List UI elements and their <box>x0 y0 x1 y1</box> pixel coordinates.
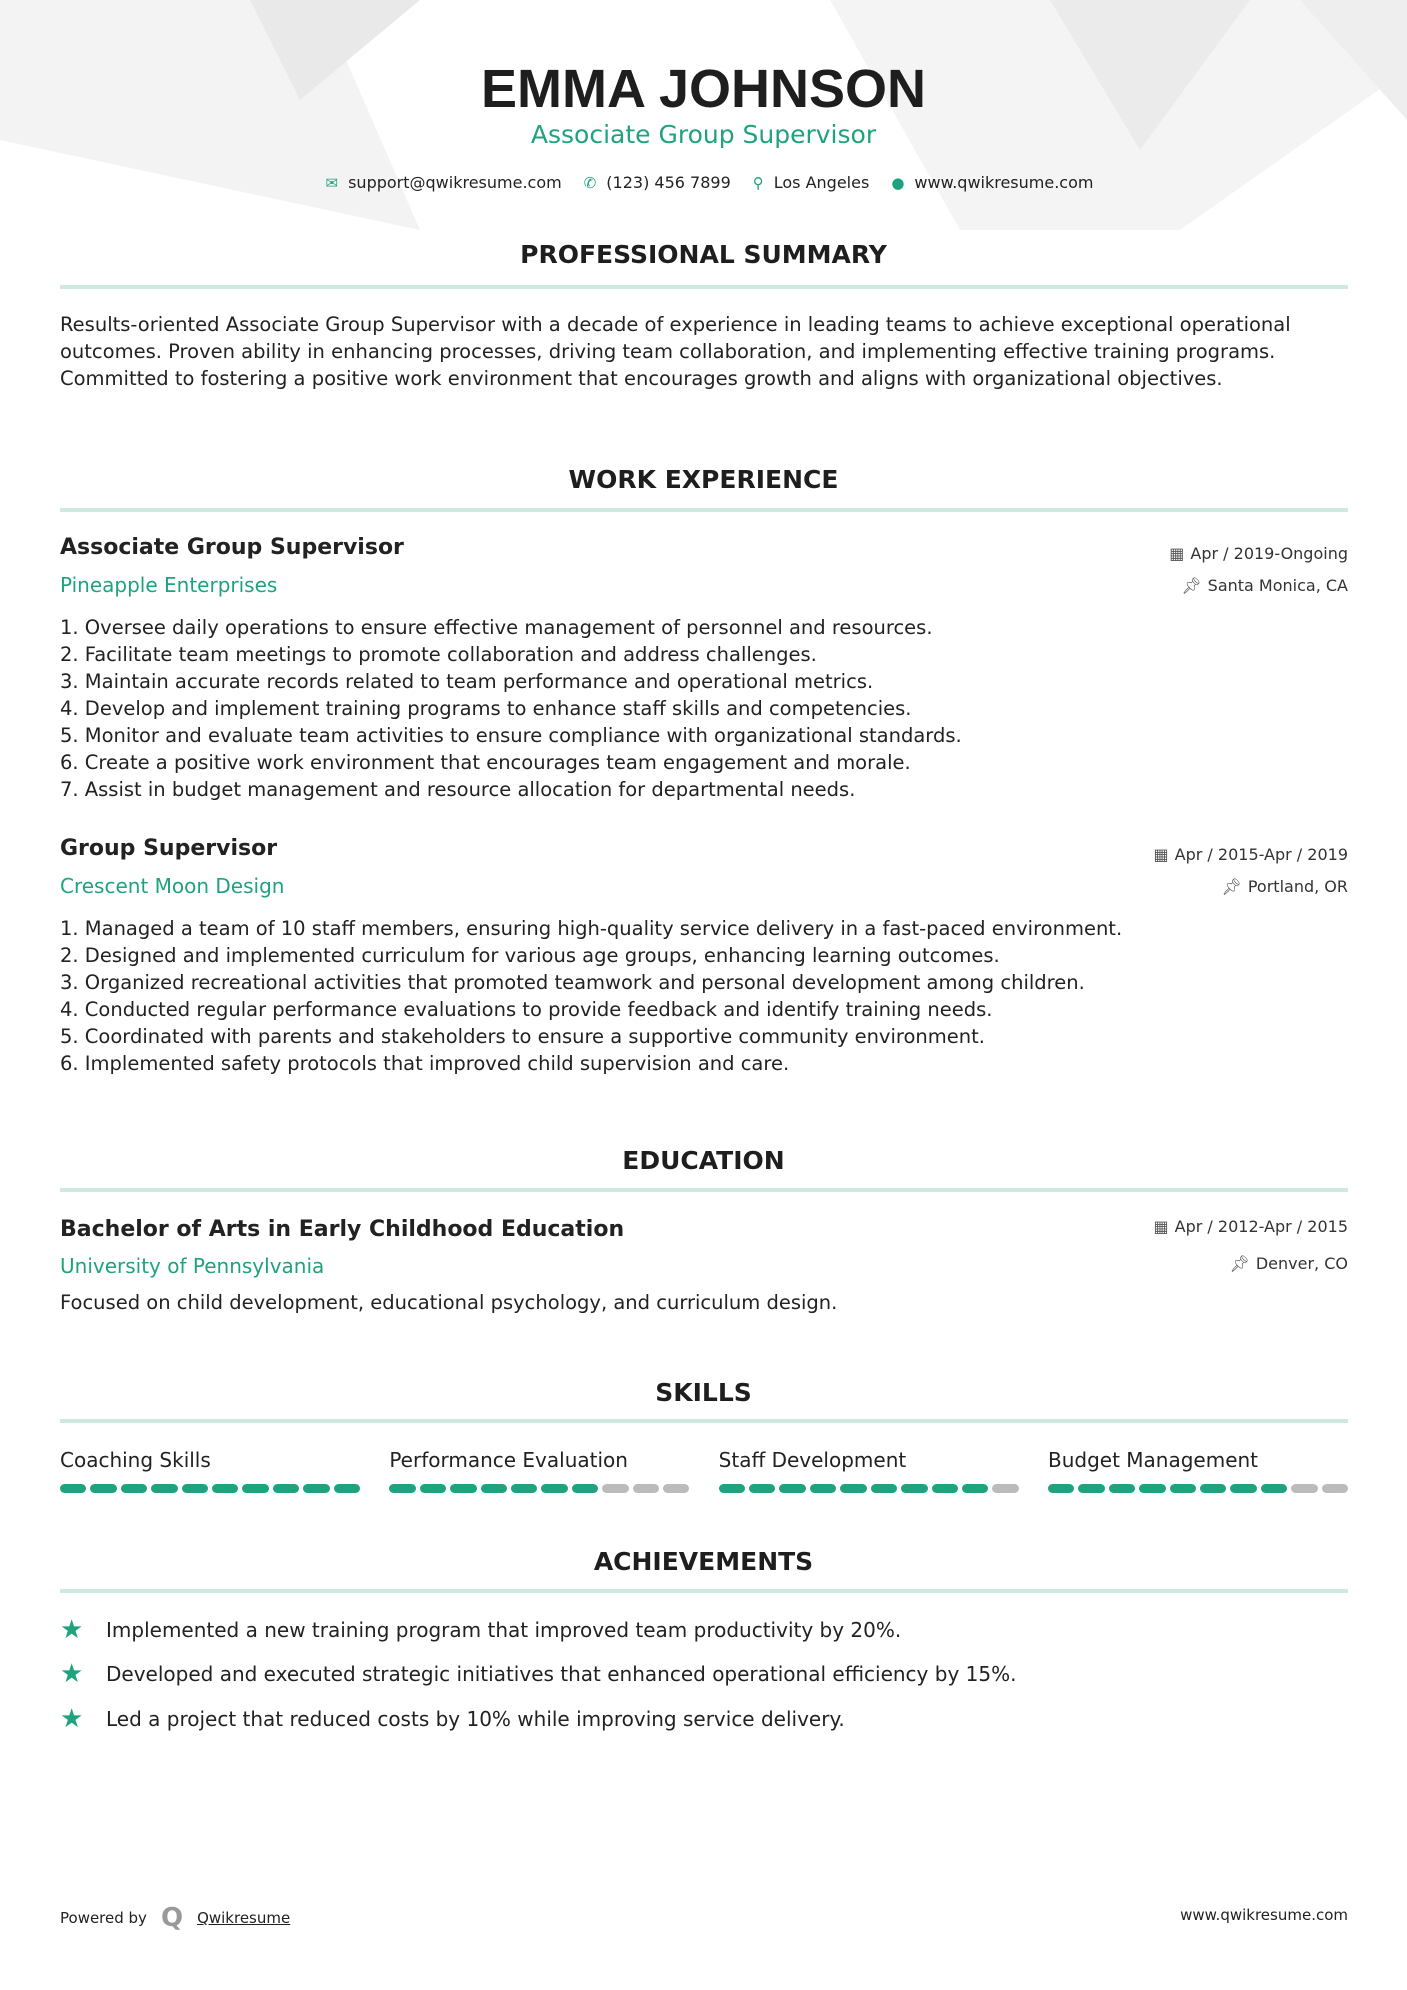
globe-icon: ● <box>891 173 905 192</box>
phone-icon: ✆ <box>583 173 597 192</box>
footer-website[interactable]: www.qwikresume.com <box>1180 1906 1348 1924</box>
divider <box>60 1589 1348 1593</box>
list-item: 6. Implemented safety protocols that improved child supervision and care. <box>60 1052 790 1075</box>
rating-segment <box>541 1484 567 1493</box>
contact-email[interactable]: support@qwikresume.com <box>348 173 562 192</box>
rating-segment <box>633 1484 659 1493</box>
calendar-icon: ▦ <box>1169 544 1185 563</box>
rating-segment <box>901 1484 927 1493</box>
list-item: 5. Coordinated with parents and stakeholders to ensure a supportive community environment. <box>60 1025 985 1048</box>
rating-segment <box>602 1484 628 1493</box>
rating-segment <box>212 1484 238 1493</box>
rating-segment <box>242 1484 268 1493</box>
education-heading: EDUCATION <box>622 1146 785 1175</box>
contact-bar <box>0 173 1407 192</box>
rating-segment <box>334 1484 360 1493</box>
rating-segment <box>962 1484 988 1493</box>
powered-by-text: Powered by <box>60 1909 147 1927</box>
rating-segment <box>749 1484 775 1493</box>
list-item: 6. Create a positive work environment that encourages team engagement and morale. <box>60 751 911 774</box>
rating-segment <box>121 1484 147 1493</box>
location-text: Santa Monica, CA <box>1207 576 1348 595</box>
school: University of Pennsylvania <box>60 1254 325 1278</box>
rating-segment <box>1109 1484 1135 1493</box>
calendar-icon: ▦ <box>1153 845 1169 864</box>
contact-website[interactable]: www.qwikresume.com <box>914 173 1094 192</box>
star-icon: ★ <box>60 1659 84 1689</box>
footer-powered <box>60 1903 290 1933</box>
rating-segment <box>151 1484 177 1493</box>
rating-segment <box>572 1484 598 1493</box>
skill-rating-bar <box>1048 1484 1348 1493</box>
rating-segment <box>932 1484 958 1493</box>
skill-rating-bar <box>60 1484 360 1493</box>
dates-text: Apr / 2019-Ongoing <box>1190 544 1348 563</box>
achievement-item <box>60 1617 901 1643</box>
skills-list <box>60 1448 1348 1493</box>
pin-icon: 📌︎ <box>1229 1254 1250 1273</box>
calendar-icon: ▦ <box>1153 1217 1169 1236</box>
divider <box>60 1188 1348 1192</box>
skill-item <box>1048 1448 1348 1493</box>
achievement-text: Led a project that reduced costs by 10% while improving service delivery. <box>106 1707 845 1731</box>
rating-segment <box>182 1484 208 1493</box>
summary-heading: PROFESSIONAL SUMMARY <box>520 240 887 269</box>
rating-segment <box>992 1484 1018 1493</box>
contact-location: Los Angeles <box>773 173 870 192</box>
list-item: 3. Organized recreational activities that promoted teamwork and personal development among children. <box>60 971 1085 994</box>
job-title: Associate Group Supervisor <box>60 535 404 560</box>
list-item: 7. Assist in budget management and resource allocation for departmental needs. <box>60 778 856 801</box>
job-company: Pineapple Enterprises <box>60 573 278 597</box>
list-item: 2. Designed and implemented curriculum for various age groups, enhancing learning outcomes. <box>60 944 1000 967</box>
rating-segment <box>60 1484 86 1493</box>
rating-segment <box>1200 1484 1226 1493</box>
location-text: Denver, CO <box>1255 1254 1348 1273</box>
rating-segment <box>303 1484 329 1493</box>
brand-link[interactable]: Qwikresume <box>197 1909 291 1927</box>
rating-segment <box>663 1484 689 1493</box>
skill-item <box>60 1448 360 1493</box>
skill-label: Staff Development <box>718 1448 907 1472</box>
job-location <box>1181 576 1348 595</box>
location-text: Portland, OR <box>1247 877 1348 896</box>
job-location <box>1222 877 1348 896</box>
job-dates <box>1169 544 1348 563</box>
skill-label: Performance Evaluation <box>389 1448 628 1472</box>
rating-segment <box>1078 1484 1104 1493</box>
skill-rating-bar <box>389 1484 689 1493</box>
qwikresume-logo-icon: Q <box>160 1903 184 1933</box>
skill-item <box>719 1448 1019 1493</box>
skill-item <box>389 1448 689 1493</box>
summary-text: Results-oriented Associate Group Supervisor with a decade of experience in leading teams to achieve exceptional operational outcomes. Proven ability in enhancing processes, driving team collaboration, and implementing effective training programs. Committed to fostering a positive work environment that encourages growth and aligns with organizational objectives. <box>60 313 1291 390</box>
rating-segment <box>840 1484 866 1493</box>
rating-segment <box>1139 1484 1165 1493</box>
rating-segment <box>481 1484 507 1493</box>
education-description: Focused on child development, educational psychology, and curriculum design. <box>60 1291 838 1314</box>
rating-segment <box>420 1484 446 1493</box>
rating-segment <box>450 1484 476 1493</box>
star-icon: ★ <box>60 1704 84 1734</box>
pin-icon: 📌︎ <box>1221 877 1242 896</box>
list-item: 2. Facilitate team meetings to promote collaboration and address challenges. <box>60 643 817 666</box>
divider <box>60 1419 1348 1423</box>
skill-label: Coaching Skills <box>60 1448 211 1472</box>
job-title: Group Supervisor <box>60 836 278 861</box>
rating-segment <box>1230 1484 1256 1493</box>
rating-segment <box>511 1484 537 1493</box>
dates-text: Apr / 2015-Apr / 2019 <box>1174 845 1348 864</box>
rating-segment <box>1322 1484 1348 1493</box>
divider <box>60 285 1348 289</box>
star-icon: ★ <box>60 1615 84 1645</box>
list-item: 1. Oversee daily operations to ensure effective management of personnel and resources. <box>60 616 933 639</box>
dates-text: Apr / 2012-Apr / 2015 <box>1174 1217 1348 1236</box>
candidate-name: EMMA JOHNSON <box>480 59 927 119</box>
rating-segment <box>1170 1484 1196 1493</box>
education-location <box>1230 1254 1348 1273</box>
education-dates <box>1154 1217 1348 1236</box>
experience-heading: WORK EXPERIENCE <box>568 465 839 494</box>
achievement-text: Implemented a new training program that improved team productivity by 20%. <box>106 1618 902 1642</box>
achievements-heading: ACHIEVEMENTS <box>593 1547 814 1576</box>
rating-segment <box>810 1484 836 1493</box>
rating-segment <box>1261 1484 1287 1493</box>
divider <box>60 508 1348 512</box>
rating-segment <box>719 1484 745 1493</box>
pin-icon: 📌︎ <box>1181 576 1202 595</box>
rating-segment <box>90 1484 116 1493</box>
skill-label: Budget Management <box>1047 1448 1259 1472</box>
achievement-text: Developed and executed strategic initiatives that enhanced operational efficiency by 15%. <box>106 1662 1017 1686</box>
contact-phone: (123) 456 7899 <box>606 173 731 192</box>
map-pin-icon: ⚲ <box>752 173 764 192</box>
achievement-item <box>60 1706 845 1732</box>
rating-segment <box>273 1484 299 1493</box>
candidate-title: Associate Group Supervisor <box>530 120 877 149</box>
rating-segment <box>389 1484 415 1493</box>
job-dates <box>1154 845 1348 864</box>
job-company: Crescent Moon Design <box>60 874 285 898</box>
skills-heading: SKILLS <box>655 1378 752 1407</box>
rating-segment <box>1291 1484 1317 1493</box>
job-bullets <box>60 915 1122 1077</box>
envelope-icon: ✉ <box>325 173 339 192</box>
rating-segment <box>871 1484 897 1493</box>
list-item: 5. Monitor and evaluate team activities to ensure compliance with organizational standards. <box>60 724 962 747</box>
job-bullets <box>60 614 962 803</box>
list-item: 3. Maintain accurate records related to team performance and operational metrics. <box>60 670 874 693</box>
achievement-item <box>60 1661 1016 1687</box>
rating-segment <box>779 1484 805 1493</box>
list-item: 1. Managed a team of 10 staff members, ensuring high-quality service delivery in a fast-paced environment. <box>60 917 1123 940</box>
degree: Bachelor of Arts in Early Childhood Education <box>60 1217 625 1242</box>
skill-rating-bar <box>719 1484 1019 1493</box>
list-item: 4. Conducted regular performance evaluations to provide feedback and identify training needs. <box>60 998 993 1021</box>
list-item: 4. Develop and implement training programs to enhance staff skills and competencies. <box>60 697 912 720</box>
rating-segment <box>1048 1484 1074 1493</box>
